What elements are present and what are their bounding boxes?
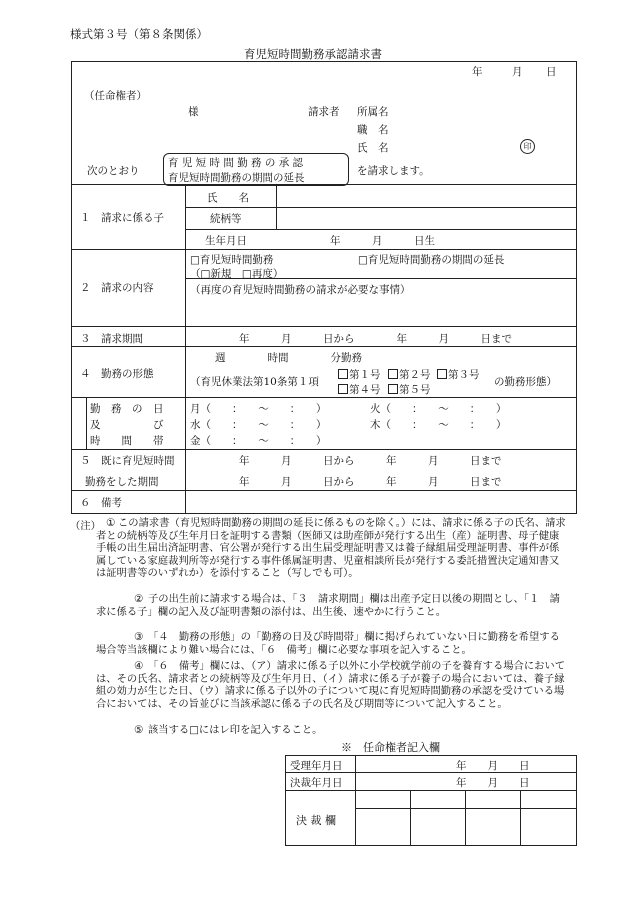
note-1: この請求書（育児短時間勤務の期間の延長に係るものを除く。）には、請求に係る子の氏名、請求者との続柄等及び生年月日を証明する書類（医師又は助産師が発行する出生（産）証明書、母子健康手帳の出生届出済証明書、官公署が発行する出生届受理証明書又は養子縁組届受理証明書、事件が係属している家庭裁判所等が発行する事件係属証明書、児童相談所長が発行する委託措置決定通知書又は証明書等のいずれか）を添付すること（写しでも可）。 (96, 517, 566, 580)
checkbox-icon (388, 369, 398, 379)
content-reason-label: （再度の育児短時間勤務の請求が必要な事情） (190, 284, 411, 296)
decided-date-value[interactable]: 年 月 日 (456, 777, 530, 789)
approval-label: 決 裁 欄 (296, 814, 336, 827)
form-type-item-2[interactable]: 第２号 (388, 367, 431, 382)
seal-mark: 印 (520, 139, 535, 154)
hours-wednesday[interactable]: 水（ ： ～ ： ） (190, 419, 327, 431)
past-row-1[interactable]: 年 月 日から 年 月 日まで (239, 455, 502, 467)
form-type-item-4[interactable]: 第４号 (338, 382, 381, 397)
form-type-label: ４ 勤務の形態 (80, 368, 154, 380)
child-birth-label: 生年月日 (205, 235, 247, 247)
hours-label-1: 勤 務 の 日 (90, 403, 164, 415)
form-type-week[interactable]: 週 時間 分勤務 (215, 352, 362, 364)
form-type-law: （育児休業法第10条第１項 (190, 376, 319, 388)
appointer-sama: 様 (188, 106, 199, 118)
note-5: 該当する□にはレ印を記入すること。 (148, 724, 323, 736)
requester-label: 請求者 (308, 106, 340, 118)
note-2: 子の出生前に請求する場合は、「３ 請求期間」欄は出産予定日以後の期間とし、「１ 請求に係る子」欄の記入及び証明書類の添付は、出生後、速やかに行うこと。 (96, 593, 560, 618)
request-date-year[interactable]: 年 (472, 66, 483, 78)
request-option-extension[interactable]: 育児短時間勤務の期間の延長 (168, 172, 305, 184)
checkbox-icon (437, 369, 447, 379)
request-option-approval[interactable]: 育 児 短 時 間 勤 務 の 承 認 (168, 157, 304, 169)
past-row-2[interactable]: 年 月 日から 年 月 日まで (239, 476, 502, 488)
notes-title: （注） (70, 520, 101, 532)
form-type-item-3[interactable]: 第３号 (437, 367, 480, 382)
request-date-day[interactable]: 日 (546, 66, 557, 78)
hours-friday[interactable]: 金（ ： ～ ： ） (190, 435, 327, 447)
child-name-label: 氏 名 (207, 192, 249, 204)
content-opt-extension[interactable]: □育児短時間勤務の期間の延長 (358, 254, 505, 266)
page-title: 育児短時間勤務承認請求書 (244, 47, 382, 61)
note-3: 「４ 勤務の形態」の「勤務の日及び時間帯」欄に掲げられていない日に勤務を希望する場合等当該欄により難い場合には、「６ 備考」欄に必要な事項を記入すること。 (96, 631, 560, 656)
request-date-month[interactable]: 月 (512, 66, 523, 78)
hours-label-3: 時 間 帯 (90, 435, 164, 447)
request-prefix: 次のとおり (87, 165, 140, 177)
request-suffix: を請求します。 (357, 165, 430, 177)
content-opt-new-or-again[interactable]: （□新規 □再度） (190, 268, 284, 280)
past-label-1: ５ 既に育児短時間 (80, 455, 175, 467)
requester-post[interactable]: 職 名 (357, 124, 389, 136)
period-text[interactable]: 年 月 日から 年 月 日まで (239, 333, 512, 345)
past-label-2: 勤務をした期間 (85, 476, 159, 488)
requester-dept[interactable]: 所属名 (357, 106, 389, 118)
authority-title: ※ 任命権者記入欄 (341, 741, 440, 754)
note-4-number: ④ (134, 660, 144, 672)
content-label: ２ 請求の内容 (80, 282, 154, 294)
received-date-label: 受理年月日 (290, 760, 343, 772)
hours-monday[interactable]: 月（ ： ～ ： ） (190, 403, 327, 415)
hours-label-2: 及 び (90, 419, 164, 431)
note-2-number: ② (134, 593, 144, 605)
appointer-label: （任命権者） (84, 90, 147, 102)
note-5-number: ⑤ (134, 724, 144, 736)
form-type-item-1[interactable]: 第１号 (338, 367, 381, 382)
note-1-number: ① (106, 517, 116, 529)
form-type-suffix: の勤務形態） (494, 376, 557, 388)
child-birth-date[interactable]: 年 月 日生 (330, 235, 435, 247)
checkbox-icon (338, 369, 348, 379)
note-3-number: ③ (134, 631, 144, 643)
note-4: 「６ 備考」欄には、（ア）請求に係る子以外に小学校就学前の子を養育する場合においては、その氏名、請求者との続柄等及び生年月日、（イ）請求に係る子が養子の場合においては、養子縁組の効力が生じた日、（ウ）請求に係る子以外の子について現に育児短時間勤務の承認を受けている場合においては、その旨並びに当該承認に係る子の氏名及び期間等について記入すること。 (96, 660, 566, 710)
received-date-value[interactable]: 年 月 日 (456, 760, 530, 772)
hours-thursday[interactable]: 木（ ： ～ ： ） (370, 419, 507, 431)
hours-tuesday[interactable]: 火（ ： ～ ： ） (370, 403, 507, 415)
child-label: １ 請求に係る子 (80, 212, 164, 224)
checkbox-icon (338, 384, 348, 394)
form-number: 様式第３号（第８条関係） (70, 27, 208, 41)
content-opt-short-time[interactable]: □育児短時間勤務 (190, 254, 274, 266)
requester-name[interactable]: 氏 名 (357, 142, 389, 154)
form-type-item-5[interactable]: 第５号 (388, 382, 431, 397)
decided-date-label: 決裁年月日 (290, 777, 343, 789)
checkbox-icon (388, 384, 398, 394)
child-relation-label: 続柄等 (210, 213, 242, 225)
period-label: ３ 請求期間 (80, 333, 143, 345)
remarks-label: ６ 備考 (80, 497, 122, 509)
